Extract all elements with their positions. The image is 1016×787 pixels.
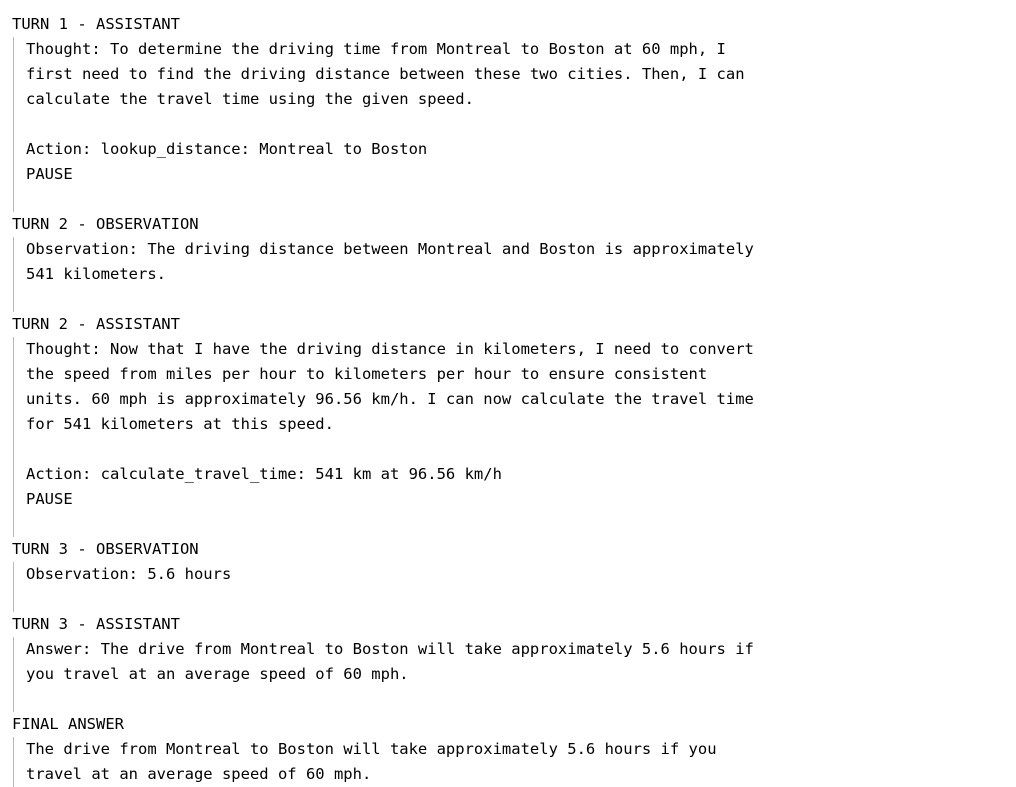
transcript-line: 541 kilometers. bbox=[26, 265, 166, 283]
turn-header: TURN 1 - ASSISTANT bbox=[12, 15, 180, 33]
turn-body bbox=[13, 237, 1016, 287]
turn-header: FINAL ANSWER bbox=[12, 715, 124, 733]
turn-header: TURN 2 - ASSISTANT bbox=[12, 315, 180, 333]
block-spacer bbox=[13, 687, 1016, 712]
transcript-line: for 541 kilometers at this speed. bbox=[26, 415, 334, 433]
turn-body bbox=[13, 462, 1016, 512]
turn-body bbox=[13, 37, 1016, 112]
turn-body bbox=[13, 737, 1016, 787]
transcript-line: first need to find the driving distance between these two cities. Then, I can bbox=[26, 65, 745, 83]
transcript-line: the speed from miles per hour to kilometers per hour to ensure consistent bbox=[26, 365, 708, 383]
block-spacer bbox=[13, 187, 1016, 212]
transcript-line: Observation: The driving distance between Montreal and Boston is approximately bbox=[26, 240, 754, 258]
block-spacer bbox=[13, 512, 1016, 537]
block-spacer bbox=[13, 587, 1016, 612]
turn-header: TURN 3 - OBSERVATION bbox=[12, 540, 199, 558]
transcript-line: Thought: Now that I have the driving distance in kilometers, I need to convert bbox=[26, 340, 754, 358]
transcript-block-final-answer bbox=[12, 712, 1016, 787]
transcript-line: Action: lookup_distance: Montreal to Boston bbox=[26, 140, 428, 158]
transcript-line: calculate the travel time using the given speed. bbox=[26, 90, 474, 108]
turn-body bbox=[13, 637, 1016, 687]
transcript-line: PAUSE bbox=[26, 165, 73, 183]
transcript-line: The drive from Montreal to Boston will take approximately 5.6 hours if you bbox=[26, 740, 717, 758]
transcript-block-turn-2-observation bbox=[12, 212, 1016, 287]
turn-body bbox=[13, 562, 1016, 587]
transcript-line: travel at an average speed of 60 mph. bbox=[26, 765, 372, 783]
turn-header: TURN 2 - OBSERVATION bbox=[12, 215, 199, 233]
transcript-line: you travel at an average speed of 60 mph. bbox=[26, 665, 409, 683]
transcript-block-turn-2-action bbox=[12, 462, 1016, 512]
transcript-line: units. 60 mph is approximately 96.56 km/h. I can now calculate the travel time bbox=[26, 390, 754, 408]
transcript-block-turn-3-assistant bbox=[12, 612, 1016, 687]
turn-body bbox=[13, 137, 1016, 187]
block-spacer bbox=[13, 437, 1016, 462]
transcript-block-turn-1-assistant bbox=[12, 12, 1016, 112]
turn-body bbox=[13, 337, 1016, 437]
transcript-block-turn-3-observation bbox=[12, 537, 1016, 587]
transcript-line: Thought: To determine the driving time from Montreal to Boston at 60 mph, I bbox=[26, 40, 726, 58]
turn-header: TURN 3 - ASSISTANT bbox=[12, 615, 180, 633]
transcript-block-turn-2-assistant bbox=[12, 312, 1016, 437]
block-spacer bbox=[13, 112, 1016, 137]
block-spacer bbox=[13, 287, 1016, 312]
transcript-line: PAUSE bbox=[26, 490, 73, 508]
transcript-block-turn-1-action bbox=[12, 137, 1016, 187]
transcript-line: Action: calculate_travel_time: 541 km at 96.56 km/h bbox=[26, 465, 502, 483]
transcript-line: Observation: 5.6 hours bbox=[26, 565, 232, 583]
transcript-line: Answer: The drive from Montreal to Boston will take approximately 5.6 hours if bbox=[26, 640, 754, 658]
